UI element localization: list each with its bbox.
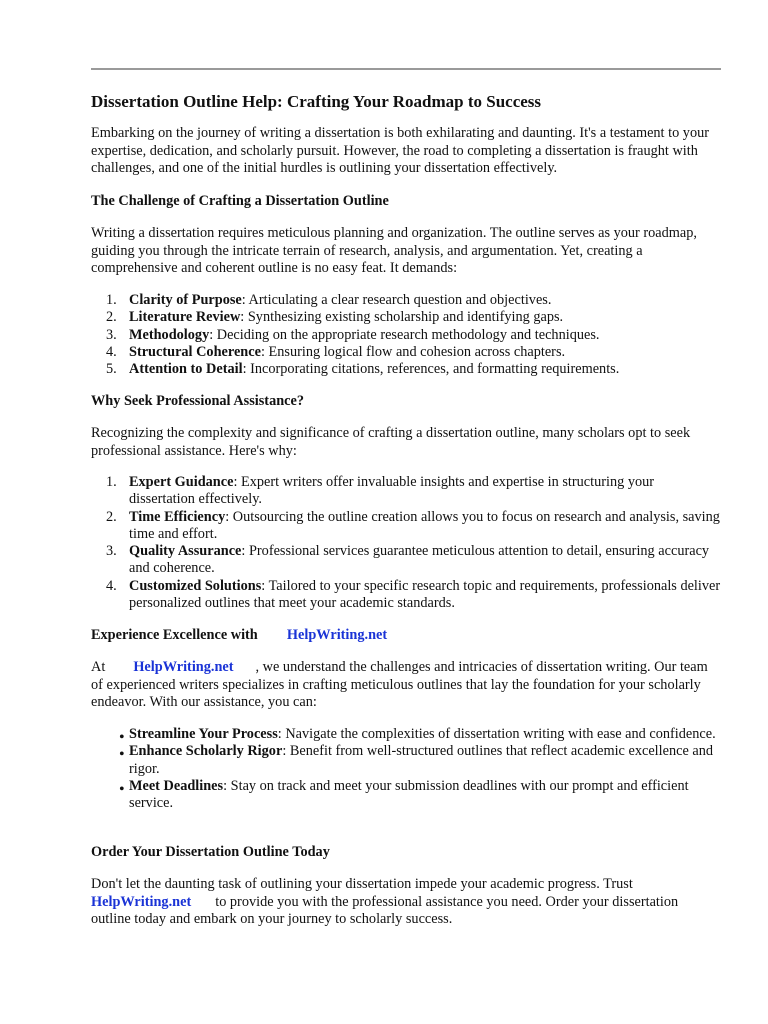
list-text: : Stay on track and meet your submission deadlines with our prompt and efficient service. bbox=[129, 777, 689, 812]
why-list bbox=[91, 474, 721, 612]
bullet-dot: • bbox=[119, 746, 125, 764]
list-number: 2. bbox=[106, 508, 117, 525]
list-term: Literature Review bbox=[129, 309, 241, 326]
list-item bbox=[91, 327, 721, 344]
bullet-dot: • bbox=[119, 729, 125, 746]
benefits-list bbox=[91, 726, 721, 812]
list-item bbox=[91, 743, 721, 778]
list-item bbox=[91, 309, 721, 326]
helpwriting-link-order[interactable]: HelpWriting.net bbox=[91, 893, 192, 910]
helpwriting-link-heading[interactable]: HelpWriting.net bbox=[286, 627, 388, 643]
challenge-list bbox=[91, 292, 721, 378]
order-para-start: Don't let the daunting task of outlining your dissertation impede your academic progress. Trust bbox=[91, 876, 633, 892]
list-term: Streamline Your Process bbox=[129, 726, 278, 742]
challenge-paragraph: Writing a dissertation requires meticulous planning and organization. The outline serves as your roadmap, guiding you through the intricate terrain of research, analysis, and argumentation. Yet, creating a comprehensive and coherent outline is no easy feat. It demands: bbox=[91, 225, 697, 276]
list-term: Methodology bbox=[129, 326, 210, 343]
list-text: : Ensuring logical flow and cohesion across chapters. bbox=[260, 343, 566, 360]
list-text: : Synthesizing existing scholarship and identifying gaps. bbox=[240, 309, 564, 326]
list-number: 1. bbox=[106, 474, 117, 490]
helpwriting-link-paragraph[interactable]: HelpWriting.net bbox=[133, 659, 234, 675]
order-paragraph bbox=[91, 876, 721, 929]
list-item bbox=[91, 726, 721, 746]
list-item bbox=[91, 474, 721, 509]
list-text: : Outsourcing the outline creation allows you to focus on research and analysis, saving time and effort. bbox=[129, 508, 720, 542]
list-item bbox=[91, 361, 721, 378]
list-text: : Navigate the complexities of dissertation writing with ease and confidence. bbox=[277, 726, 716, 742]
list-term: Attention to Detail bbox=[129, 361, 243, 378]
list-number: 3. bbox=[106, 326, 117, 343]
list-term: Clarity of Purpose bbox=[129, 292, 242, 308]
list-term: Expert Guidance bbox=[129, 474, 234, 490]
list-term: Customized Solutions bbox=[129, 577, 262, 594]
list-text: : Articulating a clear research question and objectives. bbox=[241, 292, 552, 308]
list-item bbox=[91, 344, 721, 361]
list-term: Enhance Scholarly Rigor bbox=[129, 743, 283, 760]
list-number: 3. bbox=[106, 543, 117, 560]
section-heading-challenge: The Challenge of Crafting a Dissertation Outline bbox=[91, 193, 389, 209]
list-term: Meet Deadlines bbox=[129, 777, 224, 794]
list-text: : Benefit from well-structured outlines that reflect academic excellence and rigor. bbox=[129, 743, 714, 777]
list-item bbox=[91, 543, 721, 578]
order-para-rest: to provide you with the professional assistance you need. Order your dissertation outline today and embark on your journey to scholarly success. bbox=[91, 893, 679, 927]
list-item bbox=[91, 292, 721, 309]
list-item bbox=[91, 778, 721, 813]
list-item bbox=[91, 578, 721, 613]
why-paragraph: Recognizing the complexity and significance of crafting a dissertation outline, many scholars opt to seek professional assistance. Here's why: bbox=[91, 425, 691, 459]
experience-para-rest: , we understand the challenges and intricacies of dissertation writing. Our team of experienced writers specializes in crafting meticulous outlines that lay the foundation for your scholarly endeavor. With our assistance, you can: bbox=[91, 659, 708, 710]
list-number: 4. bbox=[106, 577, 117, 594]
top-divider bbox=[91, 68, 721, 70]
list-text: : Deciding on the appropriate research methodology and techniques. bbox=[209, 326, 600, 343]
experience-para-start: At bbox=[91, 659, 106, 675]
list-number: 4. bbox=[106, 343, 117, 360]
list-item bbox=[91, 509, 721, 544]
list-number: 5. bbox=[106, 361, 117, 378]
bullet-dot: • bbox=[119, 780, 125, 798]
list-term: Structural Coherence bbox=[129, 343, 261, 360]
list-term: Time Efficiency bbox=[129, 508, 226, 525]
list-text: : Incorporating citations, references, and formatting requirements. bbox=[242, 361, 620, 378]
section-heading-experience bbox=[91, 627, 721, 644]
list-number: 1. bbox=[106, 292, 117, 308]
list-text: : Professional services guarantee meticulous attention to detail, ensuring accuracy and coherence. bbox=[129, 543, 710, 577]
page-title: Dissertation Outline Help: Crafting Your Roadmap to Success bbox=[91, 92, 542, 111]
list-text: : Tailored to your specific research topic and requirements, professionals deliver personalized outlines that meet your academic standards. bbox=[129, 577, 721, 612]
section-heading-order: Order Your Dissertation Outline Today bbox=[91, 844, 330, 860]
list-term: Quality Assurance bbox=[129, 543, 242, 560]
experience-heading-text: Experience Excellence with bbox=[91, 627, 258, 643]
list-text: : Expert writers offer invaluable insights and expertise in structuring your dissertation effectively. bbox=[129, 474, 655, 508]
intro-paragraph: Embarking on the journey of writing a dissertation is both exhilarating and daunting. It's a testament to your expertise, dedication, and scholarly pursuit. However, the road to completing a dissertation is fraught with challenges, and one of the initial hurdles is outlining your dissertation effectively. bbox=[91, 125, 710, 176]
list-number: 2. bbox=[106, 309, 117, 326]
section-heading-why: Why Seek Professional Assistance? bbox=[91, 393, 305, 409]
experience-paragraph bbox=[91, 659, 721, 712]
